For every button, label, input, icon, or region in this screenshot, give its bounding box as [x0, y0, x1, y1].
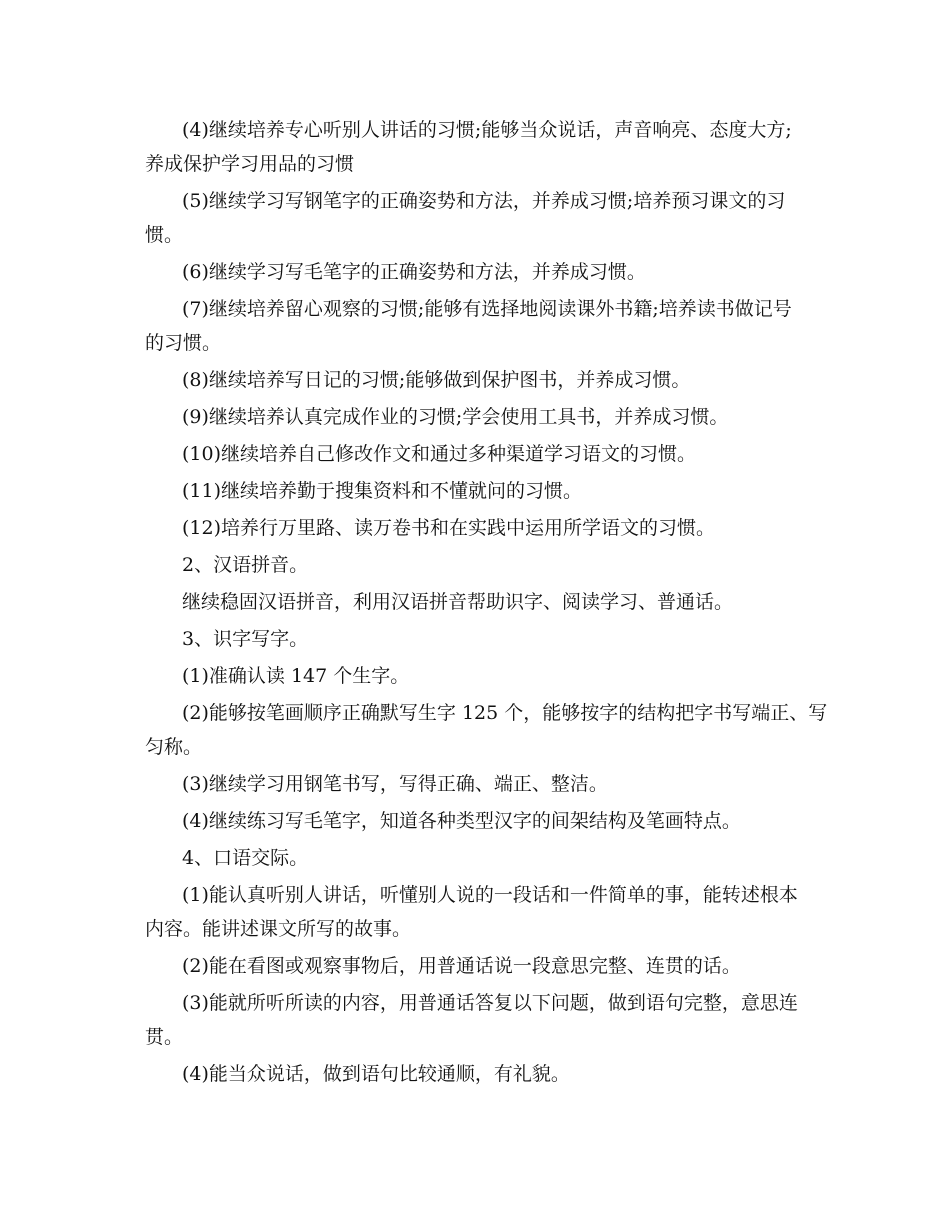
text-line: (7)继续培养留心观察的习惯;能够有选择地阅读课外书籍;培养读书做记号 — [182, 298, 792, 320]
text-line: (2)能够按笔画顺序正确默写生字 125 个，能够按字的结构把字书写端正、写 — [182, 702, 828, 724]
text-line: (2)能在看图或观察事物后，用普通话说一段意思完整、连贯的话。 — [182, 955, 741, 977]
paragraph — [145, 696, 828, 764]
text-line: (1)准确认读 147 个生字。 — [182, 665, 410, 687]
paragraph — [145, 255, 815, 289]
text-line: (3)能就所听所读的内容，用普通话答复以下问题，做到语句完整，意思连 — [182, 992, 798, 1014]
text-line: 贯。 — [145, 1026, 184, 1048]
document-page — [145, 113, 828, 1094]
text-line: 2、汉语拼音。 — [182, 554, 309, 576]
text-line: (10)继续培养自己修改作文和通过多种渠道学习语文的习惯。 — [182, 443, 697, 465]
text-line: 内容。能讲述课文所写的故事。 — [145, 918, 412, 940]
text-line: 惯。 — [145, 224, 184, 246]
text-line: 继续稳固汉语拼音，利用汉语拼音帮助识字、阅读学习、普通话。 — [182, 591, 734, 613]
paragraph — [145, 292, 815, 360]
paragraph — [145, 767, 815, 801]
text-line: 4、口语交际。 — [182, 847, 309, 869]
paragraph — [145, 986, 815, 1054]
paragraph — [145, 585, 815, 619]
text-line: 的习惯。 — [145, 332, 222, 354]
text-line: (4)能当众说话，做到语句比较通顺，有礼貌。 — [182, 1063, 570, 1085]
paragraph — [145, 548, 815, 582]
paragraph — [145, 949, 815, 983]
paragraph — [145, 363, 815, 397]
paragraph — [145, 474, 815, 508]
text-line: (12)培养行万里路、读万卷书和在实践中运用所学语文的习惯。 — [182, 517, 716, 539]
paragraph — [145, 511, 815, 545]
paragraph — [145, 184, 815, 252]
text-line: 养成保护学习用品的习惯 — [145, 153, 355, 175]
paragraph — [145, 437, 815, 471]
text-line: (3)继续学习用钢笔书写，写得正确、端正、整洁。 — [182, 773, 608, 795]
text-line: (4)继续培养专心听别人讲话的习惯;能够当众说话，声音响亮、态度大方; — [182, 119, 792, 141]
text-line: 匀称。 — [145, 736, 203, 758]
paragraph — [145, 1057, 815, 1091]
text-line: (8)继续培养写日记的习惯;能够做到保护图书，并养成习惯。 — [182, 369, 691, 391]
text-line: (11)继续培养勤于搜集资料和不懂就问的习惯。 — [182, 480, 583, 502]
paragraph — [145, 400, 815, 434]
text-line: (6)继续学习写毛笔字的正确姿势和方法，并养成习惯。 — [182, 261, 646, 283]
paragraph — [145, 113, 815, 181]
paragraph — [145, 878, 815, 946]
text-line: (4)继续练习写毛笔字，知道各种类型汉字的间架结构及笔画特点。 — [182, 810, 741, 832]
text-line: (1)能认真听别人讲话，听懂别人说的一段话和一件简单的事，能转述根本 — [182, 884, 798, 906]
paragraph — [145, 659, 815, 693]
paragraph — [145, 804, 815, 838]
paragraph — [145, 841, 815, 875]
text-line: (5)继续学习写钢笔字的正确姿势和方法，并养成习惯;培养预习课文的习 — [182, 190, 786, 212]
text-line: (9)继续培养认真完成作业的习惯;学会使用工具书，并养成习惯。 — [182, 406, 729, 428]
text-line: 3、识字写字。 — [182, 628, 309, 650]
paragraph — [145, 622, 815, 656]
